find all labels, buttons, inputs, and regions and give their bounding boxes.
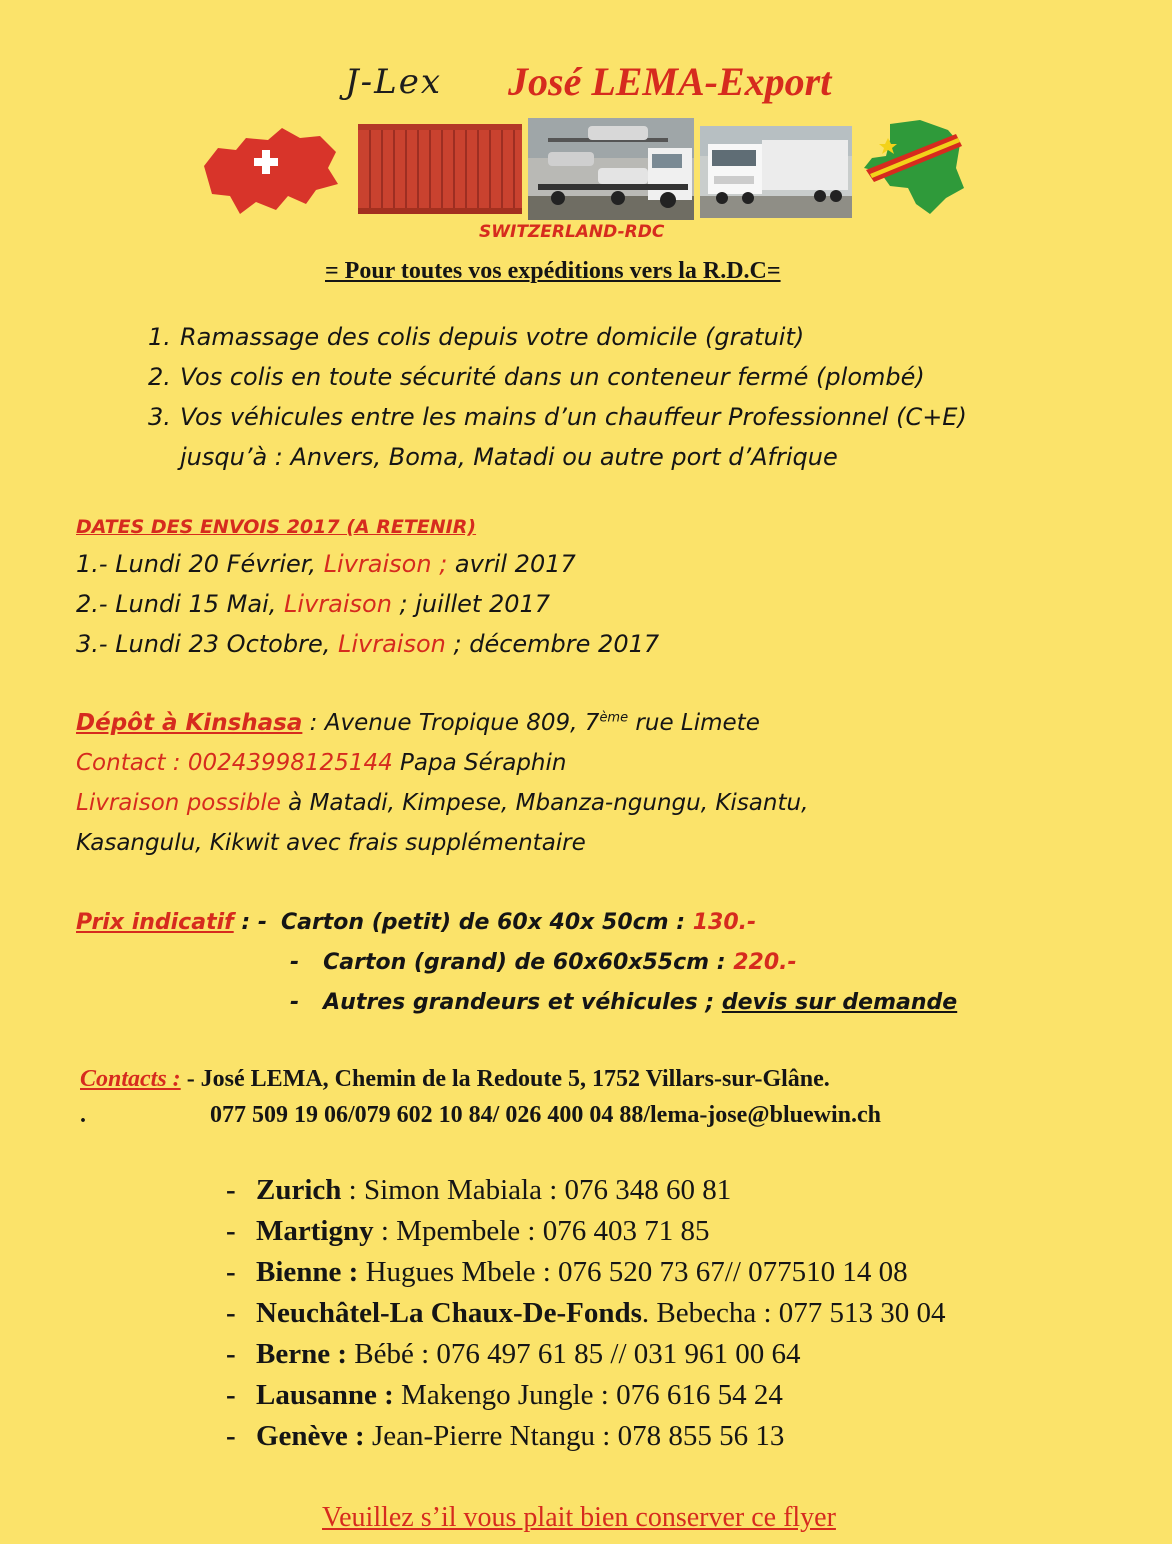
city-contact: Bébé : 076 497 61 85 // 031 961 00 64 — [354, 1338, 801, 1370]
dates-heading: DATES DES ENVOIS 2017 (A RETENIR) — [76, 516, 477, 538]
city-name: Zurich — [256, 1174, 342, 1206]
list-number: 3. — [148, 403, 171, 431]
contacts-section — [80, 1066, 1140, 1138]
truck-photo — [700, 126, 852, 218]
city-sep — [365, 1420, 372, 1452]
shipping-container-image — [356, 120, 524, 218]
price-separator: : - — [233, 910, 267, 935]
city-sep: : — [373, 1215, 397, 1247]
contact-dot: . — [80, 1102, 86, 1128]
city-contact: Jean-Pierre Ntangu : 078 855 56 13 — [371, 1420, 785, 1452]
price-value: 130.- — [692, 910, 757, 935]
livraison-cities: à Matadi, Kimpese, Mbanza-ngungu, Kisantu, — [280, 790, 809, 816]
date-text: 2.- Lundi 15 Mai, — [76, 590, 285, 618]
depot-address-row — [76, 710, 1136, 750]
price-value: 220.- — [733, 950, 797, 975]
city-contacts-list — [226, 1174, 1126, 1461]
footer-note: Veuillez s’il vous plait bien conserver ce flyer — [322, 1502, 836, 1533]
list-item: - Martigny : Mpembele : 076 403 71 85 — [226, 1215, 710, 1247]
livraison-possible-label: Livraison possible — [76, 790, 281, 816]
drc-map-image — [860, 116, 970, 218]
price-row — [76, 950, 1136, 990]
date-row — [76, 630, 659, 670]
city-sep — [358, 1256, 365, 1288]
city-name: Martigny — [256, 1215, 374, 1247]
list-number: 2. — [148, 363, 171, 391]
city-contact: Bebecha : 077 513 30 04 — [656, 1297, 946, 1329]
list-item: - Zurich : Simon Mabiala : 076 348 60 81 — [226, 1174, 732, 1206]
delivery-month: ; juillet 2017 — [391, 590, 551, 618]
contact-address: - José LEMA, Chemin de la Redoute 5, 1752 Villars-sur-Glâne. — [180, 1066, 830, 1092]
depot-address-end: rue Limete — [628, 710, 760, 736]
city-name: Berne : — [256, 1338, 347, 1370]
depot-livraison-row-2 — [76, 830, 1136, 856]
delivery-month: avril 2017 — [447, 550, 576, 578]
price-row — [76, 910, 1136, 950]
livraison-label: Livraison — [337, 630, 446, 658]
date-text: 1.- Lundi 20 Février, — [76, 550, 324, 578]
date-row — [76, 590, 659, 630]
city-contact: Hugues Mbele : 076 520 73 67// 077510 14 08 — [365, 1256, 908, 1288]
list-item — [148, 403, 1128, 443]
brand-title: José LEMA-Export — [508, 59, 832, 104]
route-label: SWITZERLAND-RDC — [479, 222, 665, 242]
list-item-continuation — [148, 443, 1128, 471]
city-sep: : — [341, 1174, 364, 1206]
city-sep — [394, 1379, 401, 1411]
price-section — [76, 910, 1136, 1030]
depot-address-sup: ème — [599, 710, 629, 726]
list-item: - Genève : Jean-Pierre Ntangu : 078 855 56 13 — [226, 1420, 785, 1452]
depot-contact-label: Contact : 00243998125144 — [76, 750, 393, 776]
depot-livraison-row — [76, 790, 1136, 830]
city-contact: Simon Mabiala : 076 348 60 81 — [363, 1174, 732, 1206]
date-row — [76, 550, 659, 590]
contacts-label: Contacts : — [80, 1066, 181, 1092]
dates-list — [76, 550, 659, 670]
city-name: Neuchâtel-La Chaux-De-Fonds — [256, 1297, 642, 1329]
list-item: - Bienne : Hugues Mbele : 076 520 73 67// 077510 14 08 — [226, 1256, 908, 1288]
contact-row — [80, 1066, 1140, 1102]
city-contact: Makengo Jungle : 076 616 54 24 — [401, 1379, 783, 1411]
price-item-text: Autres grandeurs et véhicules ; — [323, 990, 722, 1015]
livraison-label: Livraison — [284, 590, 392, 618]
services-list — [148, 323, 1128, 471]
livraison-label: Livraison ; — [323, 550, 448, 578]
depot-section — [76, 710, 1136, 856]
switzerland-map-image — [196, 118, 346, 218]
city-contact: Mpembele : 076 403 71 85 — [396, 1215, 710, 1247]
logo-script-text: J-Lex — [345, 62, 442, 102]
city-name: Lausanne : — [256, 1379, 394, 1411]
list-item — [148, 363, 1128, 403]
city-name: Genève : — [256, 1420, 365, 1452]
price-dash: - — [290, 950, 300, 975]
service-text: jusqu’à : Anvers, Boma, Matadi ou autre port d’Afrique — [180, 443, 838, 471]
contact-row — [80, 1102, 1140, 1138]
list-item — [148, 323, 1128, 363]
delivery-month: ; décembre 2017 — [445, 630, 660, 658]
tagline-heading: = Pour toutes vos expéditions vers la R.D.C= — [325, 258, 781, 284]
price-item-text: Carton (petit) de 60x 40x 50cm : — [280, 910, 693, 935]
price-value: devis sur demande — [721, 990, 958, 1015]
car-transporter-photo — [528, 118, 694, 220]
list-item: - Lausanne : Makengo Jungle : 076 616 54 24 — [226, 1379, 783, 1411]
contact-phones-email: 077 509 19 06/079 602 10 84/ 026 400 04 88/lema-jose@bluewin.ch — [210, 1102, 881, 1128]
city-sep: . — [641, 1297, 657, 1329]
livraison-cities-cont: Kasangulu, Kikwit avec frais supplémentaire — [76, 830, 586, 856]
depot-contact-row — [76, 750, 1136, 790]
service-text: Vos colis en toute sécurité dans un conteneur fermé (plombé) — [180, 363, 925, 391]
price-dash: - — [290, 990, 300, 1015]
price-row — [76, 990, 1136, 1030]
price-label: Prix indicatif — [76, 910, 234, 935]
depot-address: : Avenue Tropique 809, 7 — [302, 710, 600, 736]
service-text: Ramassage des colis depuis votre domicile (gratuit) — [180, 323, 805, 351]
date-text: 3.- Lundi 23 Octobre, — [76, 630, 338, 658]
list-number: 1. — [148, 323, 171, 351]
depot-contact-name: Papa Séraphin — [392, 750, 567, 776]
city-name: Bienne : — [256, 1256, 359, 1288]
service-text: Vos véhicules entre les mains d’un chauffeur Professionnel (C+E) — [180, 403, 967, 431]
price-item-text: Carton (grand) de 60x60x55cm : — [323, 950, 734, 975]
list-item: - Berne : Bébé : 076 497 61 85 // 031 961 00 64 — [226, 1338, 801, 1370]
list-item: - Neuchâtel-La Chaux-De-Fonds. Bebecha : 077 513 30 04 — [226, 1297, 946, 1329]
depot-label: Dépôt à Kinshasa — [76, 710, 303, 736]
